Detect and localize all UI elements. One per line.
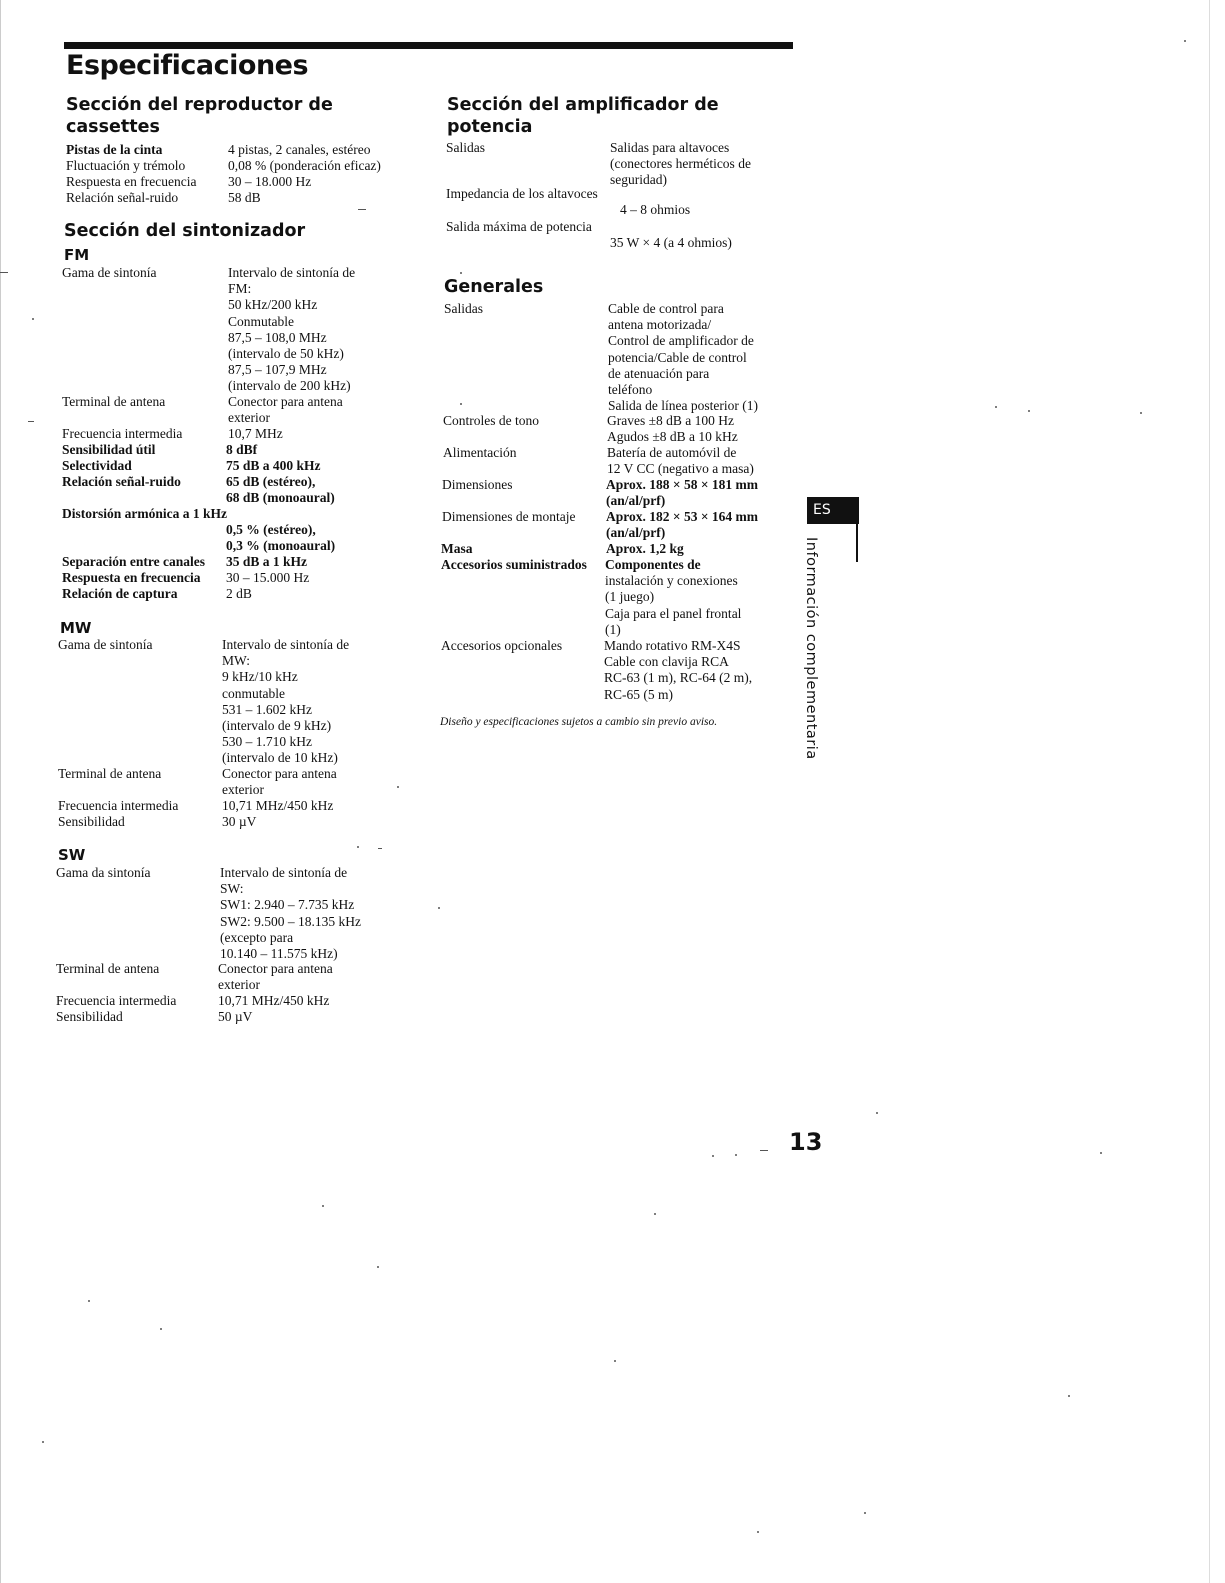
scan-speck [1140,412,1142,414]
spec-value: 75 dB a 400 kHz [226,458,321,473]
scan-speck [358,209,366,210]
spec-value: 10,71 MHz/450 kHz [218,993,330,1008]
fm-heading: FM [64,246,90,264]
sw-heading: SW [58,846,86,864]
amplifier-heading-line-1: Sección del amplificador de [447,95,719,115]
section-side-label: Información complementaria [803,537,819,760]
spec-value: Graves ±8 dB a 100 Hz Agudos ±8 dB a 10 kHz [607,413,738,445]
spec-value: 50 µV [218,1009,253,1024]
spec-value: Aprox. 1,2 kg [606,541,684,556]
scan-speck [995,406,997,408]
spec-value: 10,71 MHz/450 kHz [222,798,334,813]
scan-left-edge [0,0,1,1583]
spec-value: Intervalo de sintonía de SW: SW1: 2.940 – 7.735 kHz SW2: 9.500 – 18.135 kHz (excepto para 10.140 – 11.575 kHz) [220,865,361,962]
spec-label: Separación entre canales [62,554,205,569]
spec-label: Accesorios suministrados [441,557,587,572]
spec-label: Salida máxima de potencia [446,219,592,234]
scan-speck [88,1300,90,1302]
spec-label: Fluctuación y trémolo [66,158,186,173]
spec-label: Impedancia de los altavoces [446,186,598,201]
spec-label: Terminal de antena [58,766,162,781]
scan-speck [378,848,382,849]
spec-value: 4 pistas, 2 canales, estéreo [228,142,371,157]
spec-value: 65 dB (estéreo), 68 dB (monoaural) [226,474,335,506]
spec-label: Frecuencia intermedia [56,993,177,1008]
scan-speck [1068,1395,1070,1397]
spec-label: Controles de tono [443,413,539,428]
tab-marker-line [856,512,858,562]
scan-right-edge [1209,0,1210,1583]
spec-label: Sensibilidad [58,814,125,829]
spec-value: Intervalo de sintonía de MW: 9 kHz/10 kHz conmutable 531 – 1.602 kHz (intervalo de 9 kHz) 530 – 1.710 kHz (intervalo de 10 kHz) [222,637,350,766]
cassette-heading-line-2: cassettes [66,117,160,137]
spec-value: Conector para antena exterior [218,961,333,993]
spec-label: Terminal de antena [56,961,160,976]
cassette-heading [66,94,333,138]
scan-speck [1028,410,1030,412]
scan-speck [357,846,359,848]
spec-value: 30 µV [222,814,257,829]
page-number: 13 [789,1128,823,1156]
tuner-heading: Sección del sintonizador [64,221,306,241]
spec-value: Salidas para altavoces (conectores herméticos de seguridad) [610,140,751,188]
spec-label: Alimentación [443,445,517,460]
spec-label: Salidas [444,301,483,316]
spec-label: Selectividad [62,458,132,473]
mw-heading: MW [60,619,92,637]
spec-value: 35 dB a 1 kHz [226,554,308,569]
scan-speck [322,1205,324,1207]
spec-value: 0,5 % (estéreo), 0,3 % (monoaural) [226,522,336,554]
spec-label: Relación señal-ruido [66,190,179,205]
spec-label: Gama da sintonía [56,865,151,880]
spec-value: 58 dB [228,190,261,205]
spec-value: 4 – 8 ohmios [620,202,691,217]
spec-label: Dimensiones de montaje [442,509,576,524]
spec-label: Sensibilidad útil [62,442,156,457]
spec-label: Relación señal-ruido [62,474,181,489]
language-tab: ES [807,497,859,524]
scan-speck [32,318,34,320]
scan-speck [160,1328,162,1330]
spec-label: Respuesta en frecuencia [66,174,197,189]
scan-speck [397,786,399,788]
scan-speck [28,421,34,422]
spec-value: Conector para antena exterior [228,394,343,426]
cassette-heading-line-1: Sección del reproductor de [66,95,333,115]
page-title: Especificaciones [66,50,309,81]
scan-speck [1100,1152,1102,1154]
spec-value: 30 – 15.000 Hz [226,570,310,585]
scan-speck [735,1154,737,1156]
amplifier-heading [447,94,719,138]
spec-label: Distorsión armónica a 1 kHz [62,506,227,521]
spec-label: Respuesta en frecuencia [62,570,201,585]
spec-value: 8 dBf [226,442,258,457]
scan-speck [0,272,8,273]
scan-speck [460,272,462,274]
disclaimer-note: Diseño y especificaciones sujetos a cambio sin previo aviso. [440,716,718,728]
spec-label: Salidas [446,140,485,155]
spec-label: Relación de captura [62,586,178,601]
spec-value: Aprox. 182 × 53 × 164 mm (an/al/prf) [606,509,759,541]
scan-speck [757,1531,759,1533]
scan-speck [460,403,462,405]
spec-label: Frecuencia intermedia [58,798,179,813]
scan-speck [1184,40,1186,42]
spec-value: Componentes de instalación y conexiones (1 juego) Caja para el panel frontal (1) [605,557,742,637]
scan-speck [876,1112,878,1114]
scan-speck [654,1213,656,1215]
spec-value: 30 – 18.000 Hz [228,174,312,189]
spec-value: 2 dB [226,586,252,601]
scan-speck [864,1512,866,1514]
spec-label: Gama de sintonía [62,265,157,280]
title-rule [64,42,793,49]
spec-label: Masa [441,541,473,556]
spec-value: Aprox. 188 × 58 × 181 mm (an/al/prf) [606,477,759,509]
scan-speck [42,1441,44,1443]
spec-label: Gama de sintonía [58,637,153,652]
amplifier-heading-line-2: potencia [447,117,533,137]
scan-speck [760,1150,768,1151]
spec-label: Dimensiones [442,477,513,492]
spec-value: Conector para antena exterior [222,766,337,798]
spec-label: Pistas de la cinta [66,142,163,157]
scan-speck [438,907,440,909]
spec-value: 0,08 % (ponderación eficaz) [228,158,381,173]
spec-value: Intervalo de sintonía de FM: 50 kHz/200 kHz Conmutable 87,5 – 108,0 MHz (intervalo de 50 kHz) 87,5 – 107,9 MHz (intervalo de 200 kHz) [228,265,356,394]
spec-label: Frecuencia intermedia [62,426,183,441]
spec-value: Mando rotativo RM-X4S Cable con clavija RCA RC-63 (1 m), RC-64 (2 m), RC-65 (5 m) [604,638,753,702]
spec-label: Terminal de antena [62,394,166,409]
spec-value: Batería de automóvil de 12 V CC (negativo a masa) [607,445,754,477]
scan-speck [614,1360,616,1362]
general-heading: Generales [444,277,544,297]
spec-label: Sensibilidad [56,1009,123,1024]
scan-speck [377,1266,379,1268]
spec-value: Cable de control para antena motorizada/ Control de amplificador de potencia/Cable de control de atenuación para teléfono Salida de línea posterior (1) [608,301,758,414]
scan-speck [712,1155,714,1157]
spec-label: Accesorios opcionales [441,638,563,653]
spec-value: 10,7 MHz [228,426,283,441]
spec-value: 35 W × 4 (a 4 ohmios) [610,235,732,250]
